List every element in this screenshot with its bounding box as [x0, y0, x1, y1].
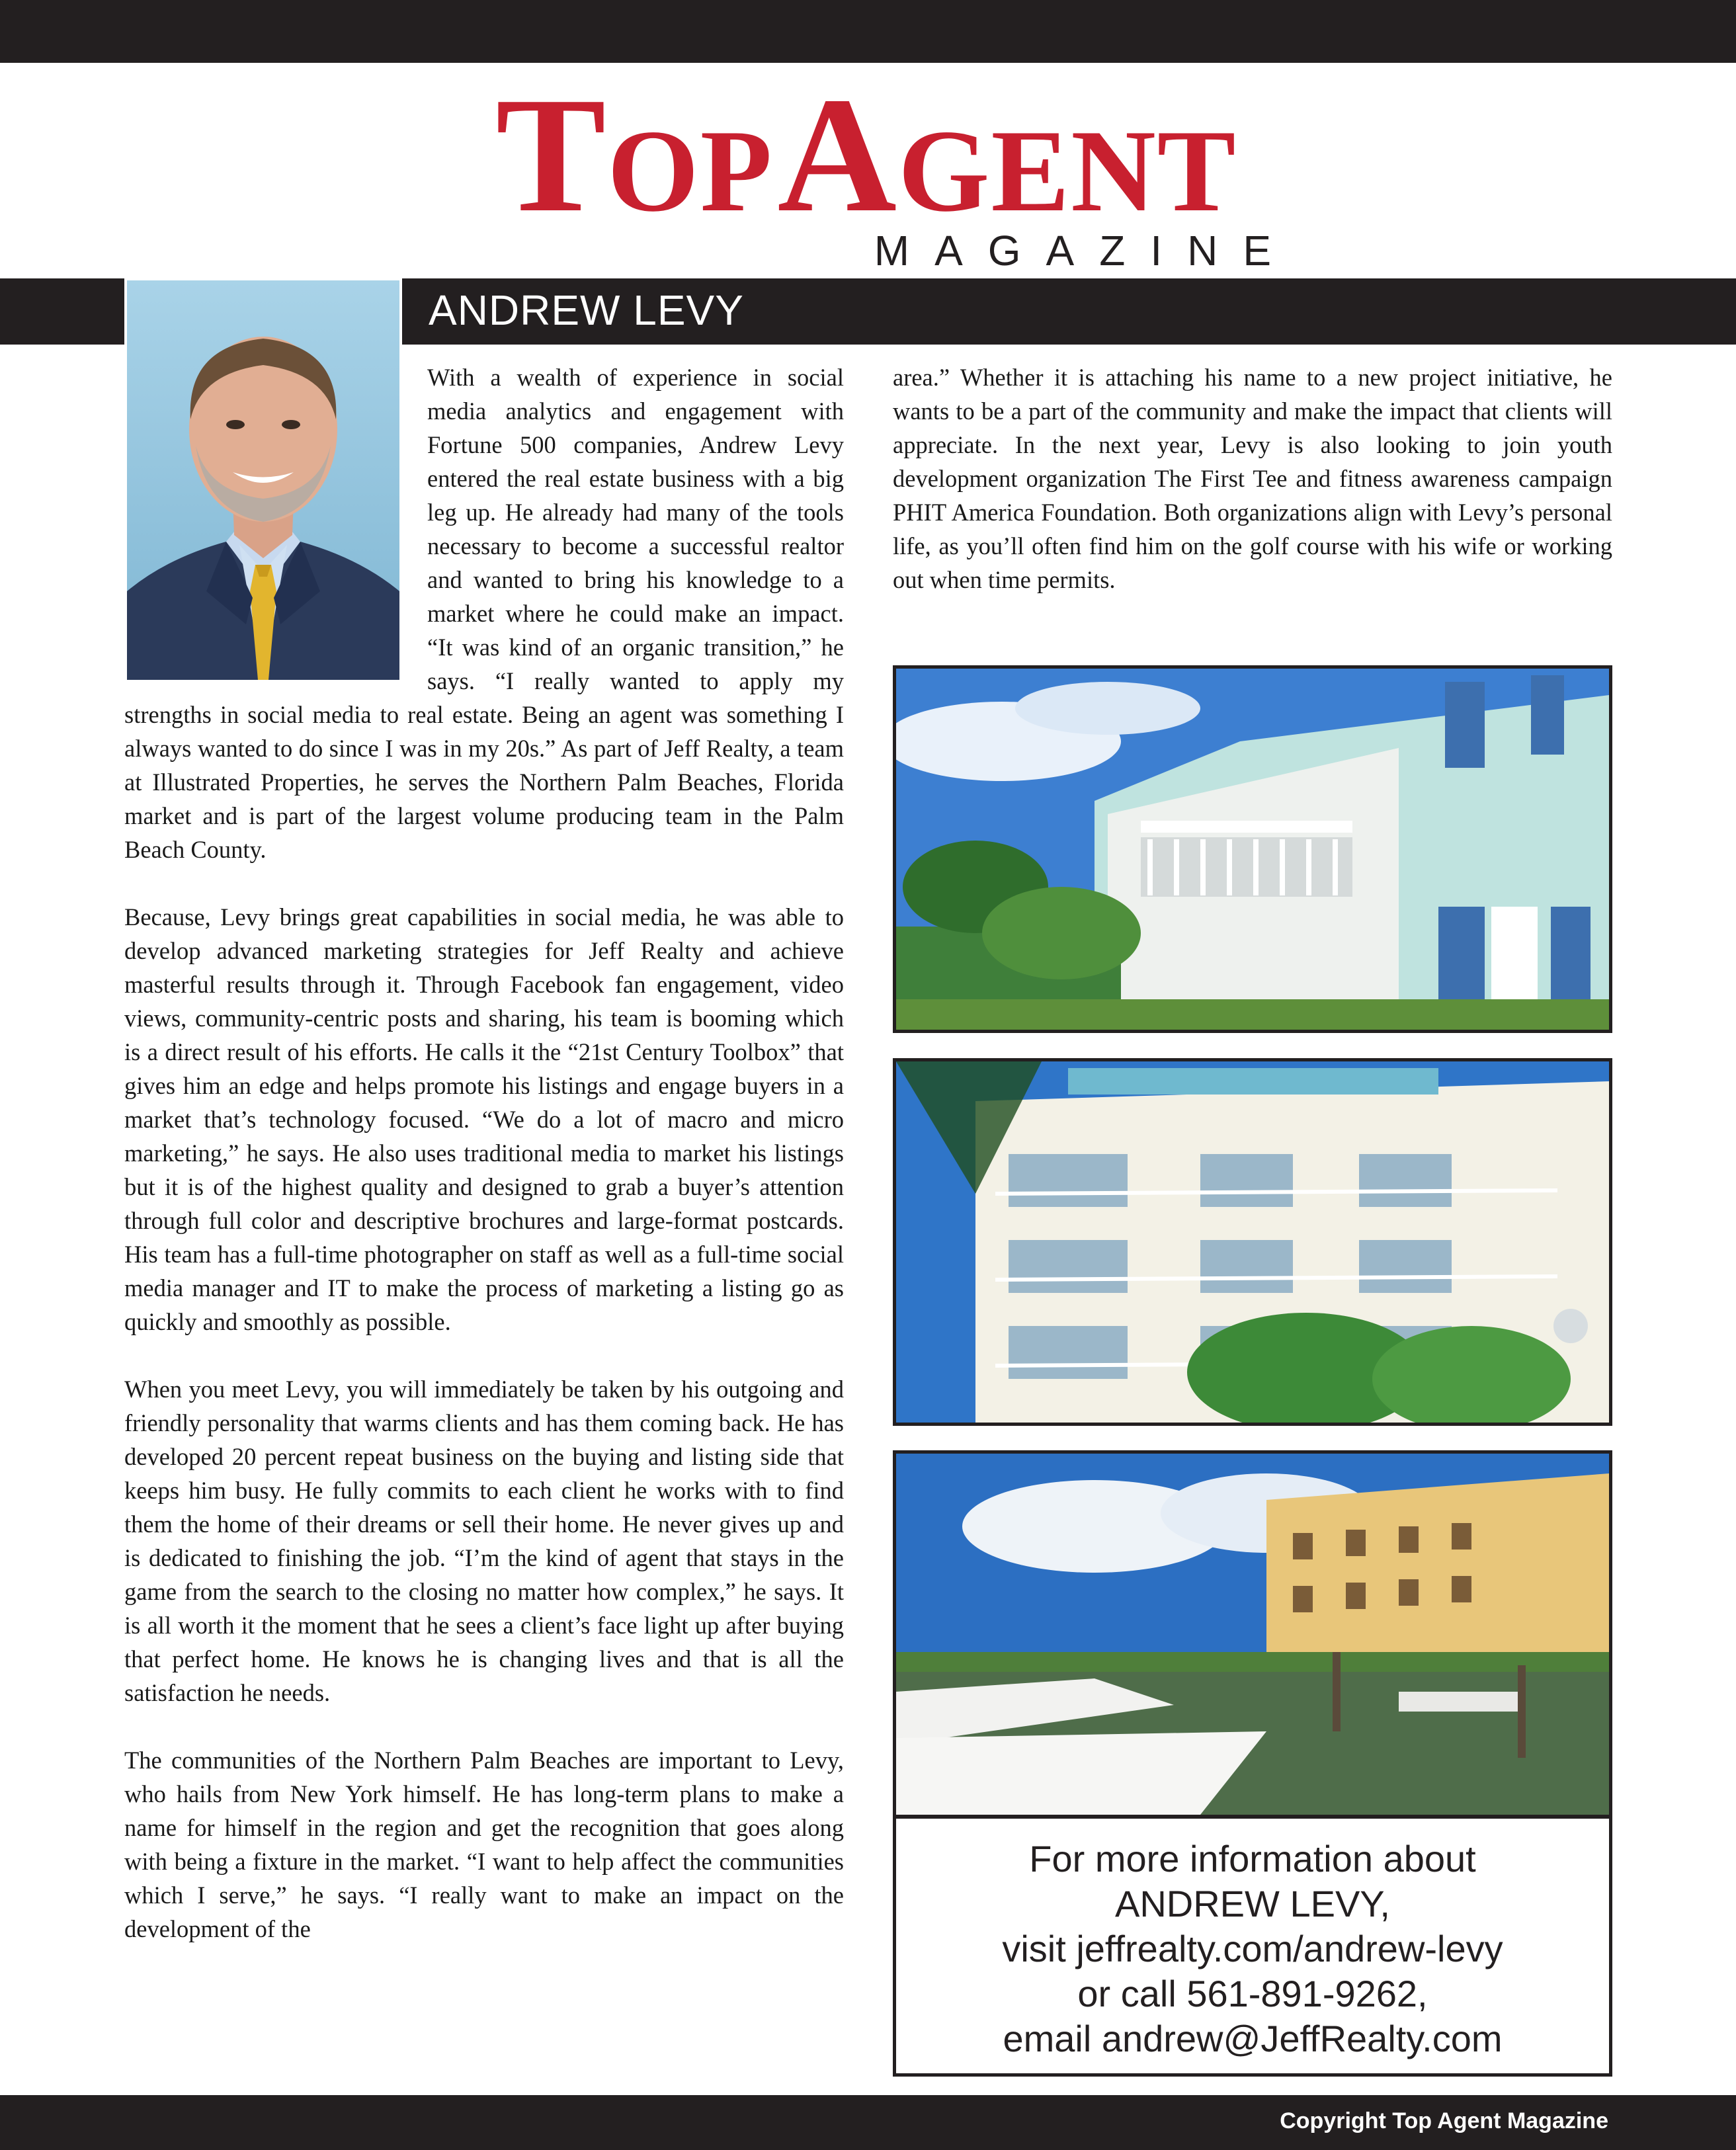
contact-email: email andrew@JeffRealty.com — [1003, 2018, 1503, 2059]
paragraph: area.” Whether it is attaching his name to a new project initiative, he wants to be a part of the community and make the impact that clients will appreciate. In the next year, Levy is also looking to join youth development organization The First Tee and fitness awareness campaign PHIT America Foundation. Both organizations align with Levy’s personal life, as you’ll often find him on the golf course with his wife or working out when time permits. — [893, 364, 1612, 593]
logo-letter: T — [495, 63, 608, 247]
photo-townhouse — [893, 665, 1612, 1033]
contact-phone: or call 561-891-9262, — [1077, 1973, 1428, 2014]
contact-line: For more information about — [1029, 1838, 1476, 1880]
paragraph: Because, Levy brings great capabilities in social media, he was able to develop advanced marketing strategies for Jeff Realty and achieve masterful results through it. Through Facebook fan engagement, video views, community-centric posts and sharing, his team is booming which is a direct result of his efforts. He calls it the “21st Century Toolbox” that gives him an edge and helps promote his listings and engage buyers in a market that’s technology focused. “We do a lot of macro and micro marketing,” he says. He also uses traditional media to market his listings but it is of the highest quality and designed to grab a buyer’s attention through full color and descriptive brochures and large-format postcards. His team has a full-time photographer on staff as well as a full-time social media manager and IT to make the process of marketing a listing go as quickly and smoothly as possible. — [124, 903, 844, 1335]
contact-name: ANDREW LEVY, — [1115, 1883, 1390, 1924]
contact-website: visit jeffrealty.com/andrew-levy — [1002, 1928, 1503, 1969]
top-bar — [0, 0, 1736, 63]
photo-condo-building — [893, 1058, 1612, 1426]
logo-letter: A — [777, 63, 899, 247]
copyright-text: Copyright Top Agent Magazine — [1280, 2108, 1608, 2133]
portrait-wrap-space — [124, 360, 427, 691]
paragraph: With a wealth of experience in social media analytics and engagement with Fortune 500 companies, Andrew Levy entered the real estate business with a big leg up. He already had many of the tools necessary to become a successful realtor and wanted to bring his knowledge to a market where he could make an impact. “It was kind of an organic transition,” he says. “I really wanted to apply my strengths in social media to real estate. Being an agent was something I always wanted to do since I was in my 20s.” As part of Jeff Realty, a team at Illustrated Properties, he serves the Northern Palm Beaches, Florida market and is part of the largest volume producing team in the Palm Beach County. — [124, 364, 844, 863]
article-right-column — [893, 360, 1612, 597]
paragraph: When you meet Levy, you will immediately be taken by his outgoing and friendly personality that warms clients and has them coming back. He has developed 20 percent repeat business on the buying and listing side that keeps him busy. He fully commits to each client he works with to find them the home of their dreams or sell their home. He never gives up and is dedicated to finishing the job. “I’m the kind of agent that stays in the game from the search to the closing no matter how complex,” he says. It is all worth it the moment that he sees a client’s face light up after buying that perfect home. He knows he is changing lives and that is all the satisfaction he needs. — [124, 1376, 844, 1706]
magazine-logo — [417, 63, 1316, 274]
article-left-column — [124, 360, 844, 1979]
contact-info-box — [893, 1815, 1612, 2077]
logo-magazine-word: MAGAZINE — [874, 227, 1296, 274]
logo-letters: OP — [607, 105, 774, 236]
photo-marina — [893, 1450, 1612, 1818]
paragraph: The communities of the Northern Palm Beaches are important to Levy, who hails from New York himself. He has long-term plans to make a name for himself in the region and get the recognition that goes along with being a fixture in the market. “I want to help affect the communities which I serve,” he says. “I really want to make an impact on the development of the — [124, 1747, 844, 1942]
logo-letters: GENT — [898, 105, 1237, 236]
agent-name: ANDREW LEVY — [429, 286, 744, 334]
logo-wordmark — [417, 63, 1316, 247]
